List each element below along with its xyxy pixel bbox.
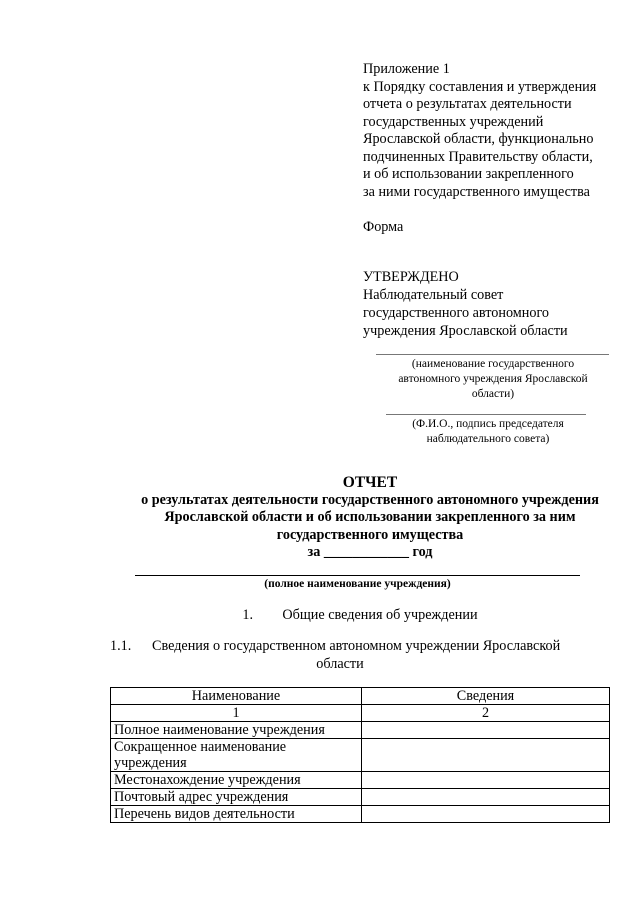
section-title: Общие сведения об учреждении [282,607,478,623]
approval-line: Наблюдательный совет [363,287,504,303]
section-title-continuation: области [316,656,364,672]
table-cell [362,772,610,789]
table-cell: Сокращенное наименование учреждения [111,739,362,772]
appendix-line: Ярославской области, функционально [363,131,594,147]
section-number: 1. [242,607,254,623]
section-1-1-heading [110,637,610,673]
table-cell [362,789,610,806]
section-number: 1.1. [110,638,132,654]
full-name-line [135,575,580,576]
caption-line: области) [471,388,515,400]
table-cell: 1 [111,705,362,722]
table-cell [362,806,610,823]
table-header-row [111,688,610,705]
approval-line: учреждения Ярославской области [363,323,568,339]
report-title-block [90,474,640,562]
appendix-line: государственных учреждений [363,113,544,130]
table-row [111,806,610,823]
signature-line [386,414,586,415]
table-row [111,739,610,772]
appendix-line: за ними государственного имущества [363,183,590,200]
table-cell: Почтовый адрес учреждения [111,789,362,806]
caption-line: наблюдательного совета) [426,433,550,445]
institution-name-caption [368,357,618,402]
table-header-cell: Наименование [111,688,362,705]
table-column-number-row [111,705,610,722]
report-subtitle-line: государственного имущества [276,526,464,543]
institution-name-line [376,354,609,355]
table-cell: Местонахождение учреждения [111,772,362,789]
approval-heading: УТВЕРЖДЕНО [363,269,459,285]
table-row [111,722,610,739]
appendix-line: отчета о результатах деятельности [363,96,572,112]
table-row [111,772,610,789]
appendix-line: и об использовании закрепленного [363,166,574,182]
appendix-block [363,61,625,237]
form-label: Форма [363,219,404,235]
full-name-caption: (полное наименование учреждения) [264,578,451,590]
table-row [111,789,610,806]
table-cell: 2 [362,705,610,722]
report-title: ОТЧЕТ [342,474,398,491]
report-subtitle-line: о результатах деятельности государственного автономного учреждения [141,491,599,508]
appendix-line: подчиненных Правительству области, [363,148,593,165]
caption-line: (наименование государственного [411,358,575,370]
table-header-cell: Сведения [362,688,610,705]
table-cell [362,722,610,739]
section-title: Сведения о государственном автономном учреждении Ярославской [152,638,561,654]
table-cell [362,739,610,772]
approval-line: государственного автономного [363,305,550,321]
report-year-line: за ____________ год [307,544,433,560]
caption-line: автономного учреждения Ярославской [398,373,588,385]
signature-caption [368,417,608,447]
caption-line: (Ф.И.О., подпись председателя [412,418,564,430]
report-subtitle-line: Ярославской области и об использовании закрепленного за ним [164,509,576,525]
table-cell: Перечень видов деятельности [111,806,362,823]
institution-info-table [110,687,610,823]
approval-block [363,268,625,340]
table-cell: Полное наименование учреждения [111,722,362,739]
section-1-heading [0,607,640,624]
appendix-line: Приложение 1 [363,61,450,77]
appendix-line: к Порядку составления и утверждения [363,78,597,95]
